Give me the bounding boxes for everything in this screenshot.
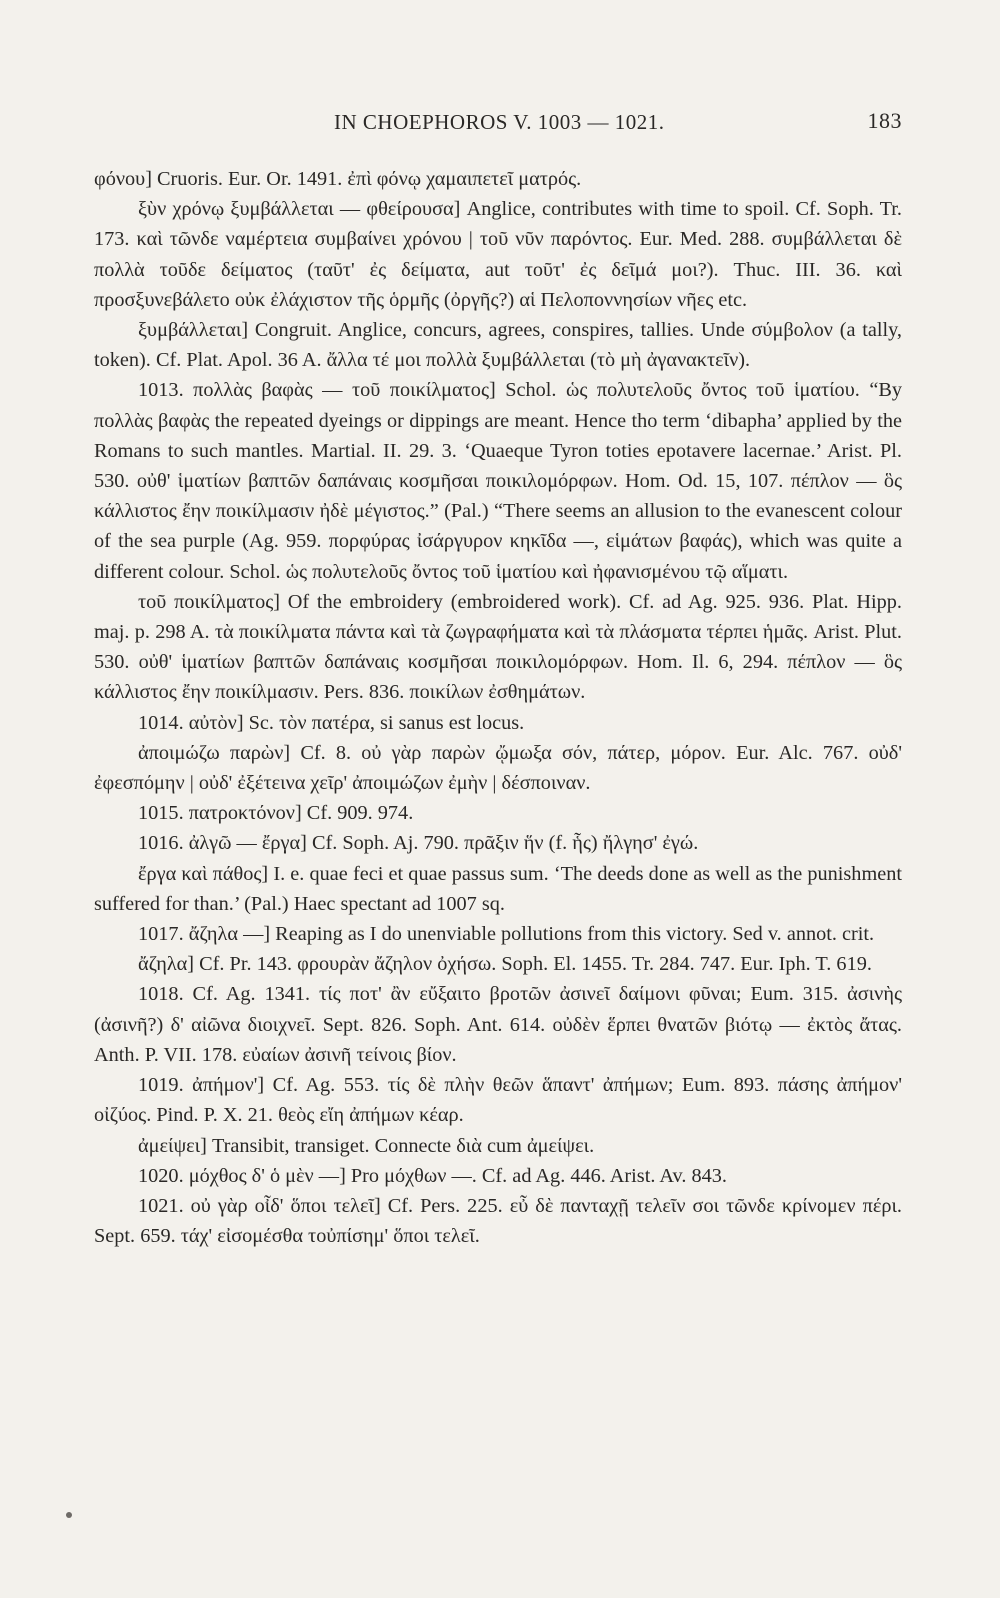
commentary-paragraph: ἀποιμώζω παρὼν] Cf. 8. οὐ γὰρ παρὼν ᾤμωξα σόν, πάτερ, μόρον. Eur. Alc. 767. οὐδ' ἐφεσπόμην | οὐδ' ἐξέτεινα χεῖρ' ἀποιμώζων ἐμὴν | δέσποιναν. (94, 741, 902, 795)
commentary-paragraph: 1021. οὐ γὰρ οἶδ' ὅποι τελεῖ] Cf. Pers. 225. εὖ δὲ πανταχῇ τελεῖν σοι τῶνδε κρίνομεν πέρι. Sept. 659. τάχ' εἰσομέσθα τοὐπίσημ' ὅποι τελεῖ. (94, 1194, 902, 1248)
commentary-paragraph: ἀμείψει] Transibit, transiget. Connecte διὰ cum ἀμείψει. (138, 1134, 595, 1157)
commentary-paragraph: ἔργα καὶ πάθος] I. e. quae feci et quae passus sum. ‘The deeds done as well as the punishment suffered for than.’ (Pal.) Haec spectant ad 1007 sq. (94, 862, 902, 915)
page-number: 183 (867, 108, 902, 133)
commentary-paragraph: 1016. ἀλγῶ — ἔργα] Cf. Soph. Aj. 790. πρᾶξιν ἥν (f. ἧς) ἤλγησ' ἐγώ. (138, 832, 699, 855)
commentary-paragraph: ἄζηλα] Cf. Pr. 143. φρουρὰν ἄζηλον ὀχήσω. Soph. El. 1455. Tr. 284. 747. Eur. Iph. T. 619. (138, 953, 872, 976)
commentary-paragraph: 1017. ἄζηλα —] Reaping as I do unenviable pollutions from this victory. Sed v. annot. crit. (138, 923, 875, 946)
commentary-paragraph: 1014. αὐτὸν] Sc. τὸν πατέρα, si sanus est locus. (138, 711, 525, 734)
page-header (94, 106, 902, 136)
commentary-paragraph: φόνου] Cruoris. Eur. Or. 1491. ἐπὶ φόνῳ χαμαιπετεῖ ματρός. (94, 168, 582, 190)
commentary-paragraph: 1020. μόχθος δ' ὁ μὲν —] Pro μόχθων —. Cf. ad Ag. 446. Arist. Av. 843. (138, 1164, 727, 1187)
commentary-paragraph: 1015. πατροκτόνον] Cf. 909. 974. (138, 802, 414, 825)
commentary-paragraph: τοῦ ποικίλματος] Of the embroidery (embroidered work). Cf. ad Ag. 925. 936. Plat. Hipp. maj. p. 298 A. τὰ ποικίλματα πάντα καὶ τὰ ζωγραφήματα καὶ τὰ πλάσματα τέρπει ἡμᾶς. Arist. Plut. 530. οὐθ' ἱματίων βαπτῶν δαπάναις κοσμῆσαι ποικιλομόρφων. Hom. Il. 6, 294. πέπλον — ὃς κάλλιστος ἔην ποικίλμασιν. Pers. 836. ποικίλων ἐσθημάτων. (94, 590, 902, 704)
running-head: IN CHOEPHOROS V. 1003 — 1021. (334, 110, 665, 134)
commentary-paragraph: 1013. πολλὰς βαφὰς — τοῦ ποικίλματος] Schol. ὡς πολυτελοῦς ὄντος τοῦ ἱματίου. “By πολλὰς βαφὰς the repeated dyeings or dippings are meant. Hence tho term ‘dibapha’ applied by the Romans to such mantles. Martial. II. 29. 3. ‘Quaeque Tyron toties epotavere lacernae.’ Arist. Pl. 530. οὐθ' ἱματίων βαπτῶν δαπάναις κοσμῆσαι ποικιλομόρφων. Hom. Od. 15, 107. πέπλον — ὃς κάλλιστος ἔην ποικίλμασιν ἠδὲ μέγιστος.” (Pal.) “There seems an allusion to the evanescent colour of the sea purple (Ag. 959. πορφύρας ἰσάργυρον κηκῖδα —, εἱμάτων βαφάς), which was quite a different colour. Schol. ὡς πολυτελοῦς ὄντος τοῦ ἱματίου καὶ ἠφανισμένου τῷ αἵματι. (94, 379, 902, 583)
commentary-paragraph: ξυμβάλλεται] Congruit. Anglice, concurs, agrees, conspires, tallies. Unde σύμβολον (a tally, token). Cf. Plat. Apol. 36 A. ἄλλα τέ μοι πολλὰ ξυμβάλλεται (τὸ μὴ ἀγανακτεῖν). (94, 319, 902, 372)
commentary-paragraph: ξὺν χρόνῳ ξυμβάλλεται — φθείρουσα] Anglice, contributes with time to spoil. Cf. Soph. Tr. 173. καὶ τῶνδε ναμέρτεια συμβαίνει χρόνου | τοῦ νῦν παρόντος. Eur. Med. 288. συμβάλλεται δὲ πολλὰ τοῦδε δείματος (ταῦτ' ἐς δείματα, aut τοῦτ' ἐς δεῖμά μοι?). Thuc. III. 36. καὶ προσξυνεβάλετο οὐκ ἐλάχιστον τῆς ὁρμῆς (ὀργῆς?) αἱ Πελοποννησίων νῆες etc. (94, 198, 902, 311)
commentary-paragraph: 1019. ἀπήμον'] Cf. Ag. 553. τίς δὲ πλὴν θεῶν ἅπαντ' ἀπήμων; Eum. 893. πάσης ἀπήμον' οἰζύος. Pind. P. X. 21. θεὸς εἴη ἀπήμων κέαρ. (94, 1074, 902, 1127)
commentary-paragraph: 1018. Cf. Ag. 1341. τίς ποτ' ἂν εὔξαιτο βροτῶν ἀσινεῖ δαίμονι φῦναι; Eum. 315. ἀσινὴς (ἀσινῆ?) δ' αἰῶνα διοιχνεῖ. Sept. 826. Soph. Ant. 614. οὐδὲν ἕρπει θνατῶν βιότῳ — ἐκτὸς ἄτας. Anth. P. VII. 178. εὐαίων ἀσινῆ τείνοις βίον. (94, 983, 902, 1066)
scan-speck (66, 1512, 72, 1518)
commentary-body (94, 164, 902, 1251)
